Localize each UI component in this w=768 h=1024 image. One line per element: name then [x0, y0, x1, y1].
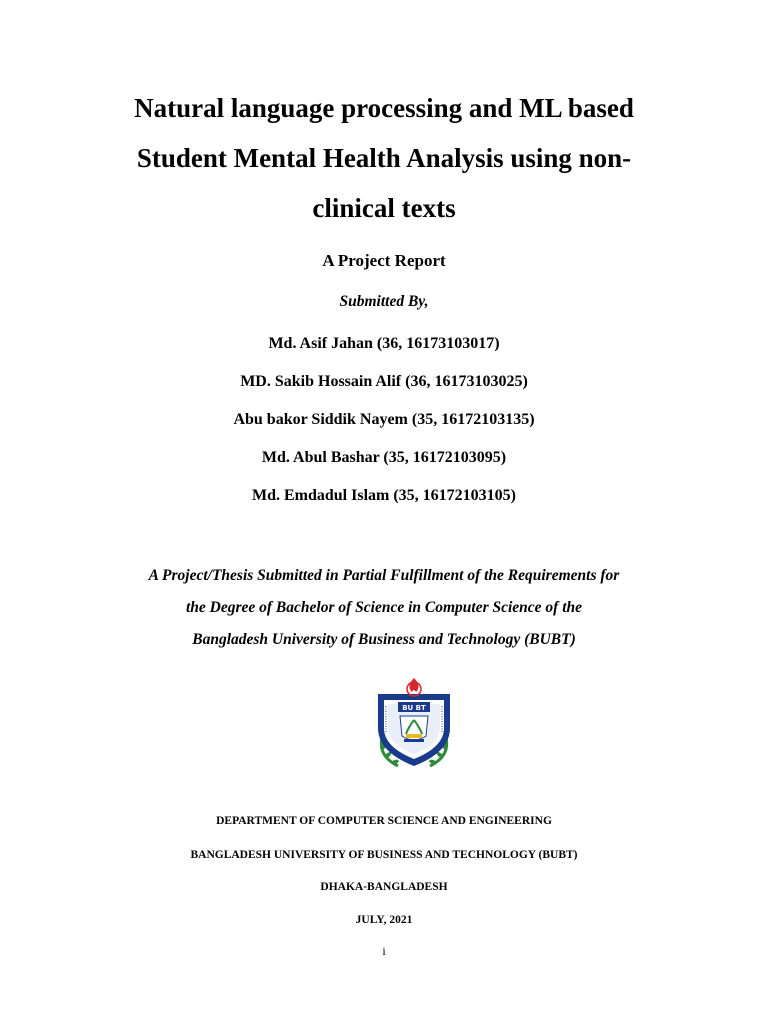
- title-line-2: Student Mental Health Analysis using non-: [136, 143, 632, 173]
- svg-text:BU BT: BU BT: [402, 704, 426, 712]
- fulfillment-line-2: the Degree of Bachelor of Science in Computer Science of the: [185, 599, 583, 616]
- title-line-3: clinical texts: [312, 193, 456, 223]
- author-5: Md. Emdadul Islam (35, 16172103105): [251, 487, 517, 504]
- page-number: i: [382, 944, 386, 958]
- title-line-1: Natural language processing and ML based: [134, 93, 634, 123]
- department: DEPARTMENT OF COMPUTER SCIENCE AND ENGINEERING: [216, 815, 552, 827]
- author-3: Abu bakor Siddik Nayem (35, 16172103135): [233, 411, 535, 428]
- report-type: A Project Report: [322, 251, 446, 270]
- submitted-by: Submitted By,: [339, 293, 429, 310]
- fulfillment-line-1: A Project/Thesis Submitted in Partial Fulfillment of the Requirements for: [148, 567, 620, 584]
- location: DHAKA-BANGLADESH: [320, 881, 448, 893]
- author-2: MD. Sakib Hossain Alif (36, 16173103025): [240, 373, 528, 390]
- author-1: Md. Asif Jahan (36, 16173103017): [268, 335, 500, 352]
- university-seal-icon: [368, 676, 460, 772]
- date: JULY, 2021: [355, 914, 413, 926]
- university: BANGLADESH UNIVERSITY OF BUSINESS AND TECHNOLOGY (BUBT): [190, 849, 578, 861]
- fulfillment-line-3: Bangladesh University of Business and Technology (BUBT): [192, 631, 576, 648]
- author-4: Md. Abul Bashar (35, 16172103095): [261, 449, 507, 466]
